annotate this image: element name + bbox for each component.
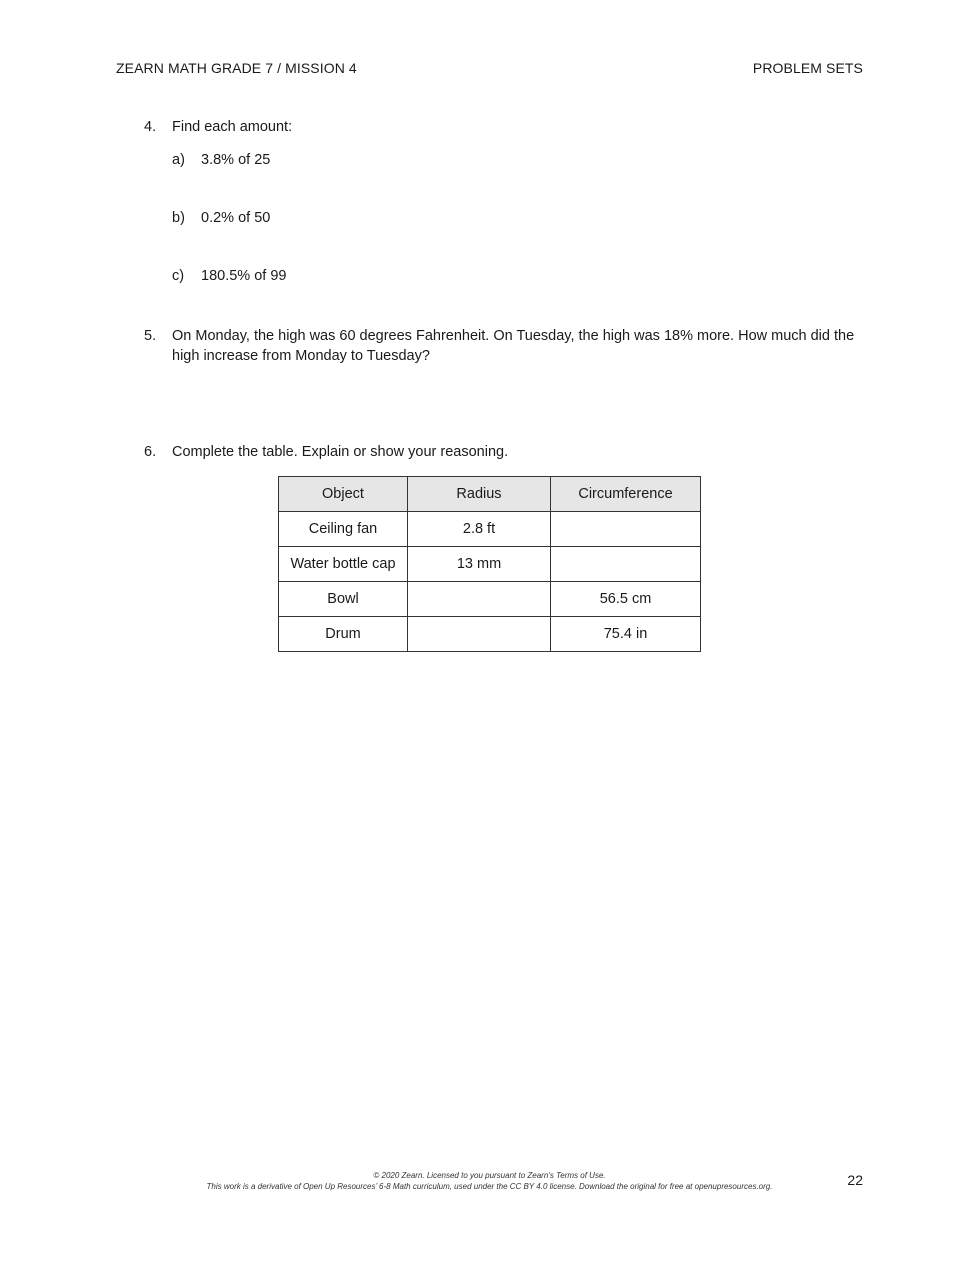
circumference-cell: 75.4 in <box>551 617 701 652</box>
problem-number: 5. <box>144 328 157 344</box>
radius-cell <box>408 617 551 652</box>
column-header-circumference: Circumference <box>551 477 701 512</box>
page-number: 22 <box>847 1172 863 1188</box>
object-cell: Drum <box>279 617 408 652</box>
part-text: 180.5% of 99 <box>201 268 287 284</box>
header-title: ZEARN MATH GRADE 7 / MISSION 4 <box>116 60 357 76</box>
object-cell: Bowl <box>279 582 408 617</box>
table-header-row <box>279 477 701 512</box>
column-header-radius: Radius <box>408 477 551 512</box>
table-row <box>279 547 701 582</box>
footer-attribution: This work is a derivative of Open Up Resources’ 6-8 Math curriculum, used under the CC BY 4.0 license. Download the original for free at openupresources.org. <box>206 1182 773 1191</box>
radius-cell: 2.8 ft <box>408 512 551 547</box>
part-letter: b) <box>172 210 185 226</box>
footer-copyright: © 2020 Zearn. Licensed to you pursuant to Zearn’s Terms of Use. <box>373 1171 606 1180</box>
table-row <box>279 617 701 652</box>
footer-license <box>0 1170 979 1192</box>
problem-text: Find each amount: <box>172 119 293 135</box>
table-row <box>279 582 701 617</box>
problem-number: 6. <box>144 444 157 460</box>
circumference-cell: 56.5 cm <box>551 582 701 617</box>
header-section: PROBLEM SETS <box>752 60 863 76</box>
table-row <box>279 512 701 547</box>
circumference-cell <box>551 547 701 582</box>
circumference-cell <box>551 512 701 547</box>
part-text: 0.2% of 50 <box>201 210 271 226</box>
part-text: 3.8% of 25 <box>201 152 271 168</box>
radius-cell: 13 mm <box>408 547 551 582</box>
column-header-object: Object <box>279 477 408 512</box>
circle-table <box>278 476 701 652</box>
part-letter: a) <box>172 152 185 168</box>
object-cell: Ceiling fan <box>279 512 408 547</box>
problem-text: On Monday, the high was 60 degrees Fahrenheit. On Tuesday, the high was 18% more. How much did the high increase from Monday to Tuesday? <box>172 328 855 364</box>
problem-number: 4. <box>144 119 157 135</box>
object-cell: Water bottle cap <box>279 547 408 582</box>
radius-cell <box>408 582 551 617</box>
problem-text: Complete the table. Explain or show your reasoning. <box>172 444 509 460</box>
part-letter: c) <box>172 268 185 284</box>
